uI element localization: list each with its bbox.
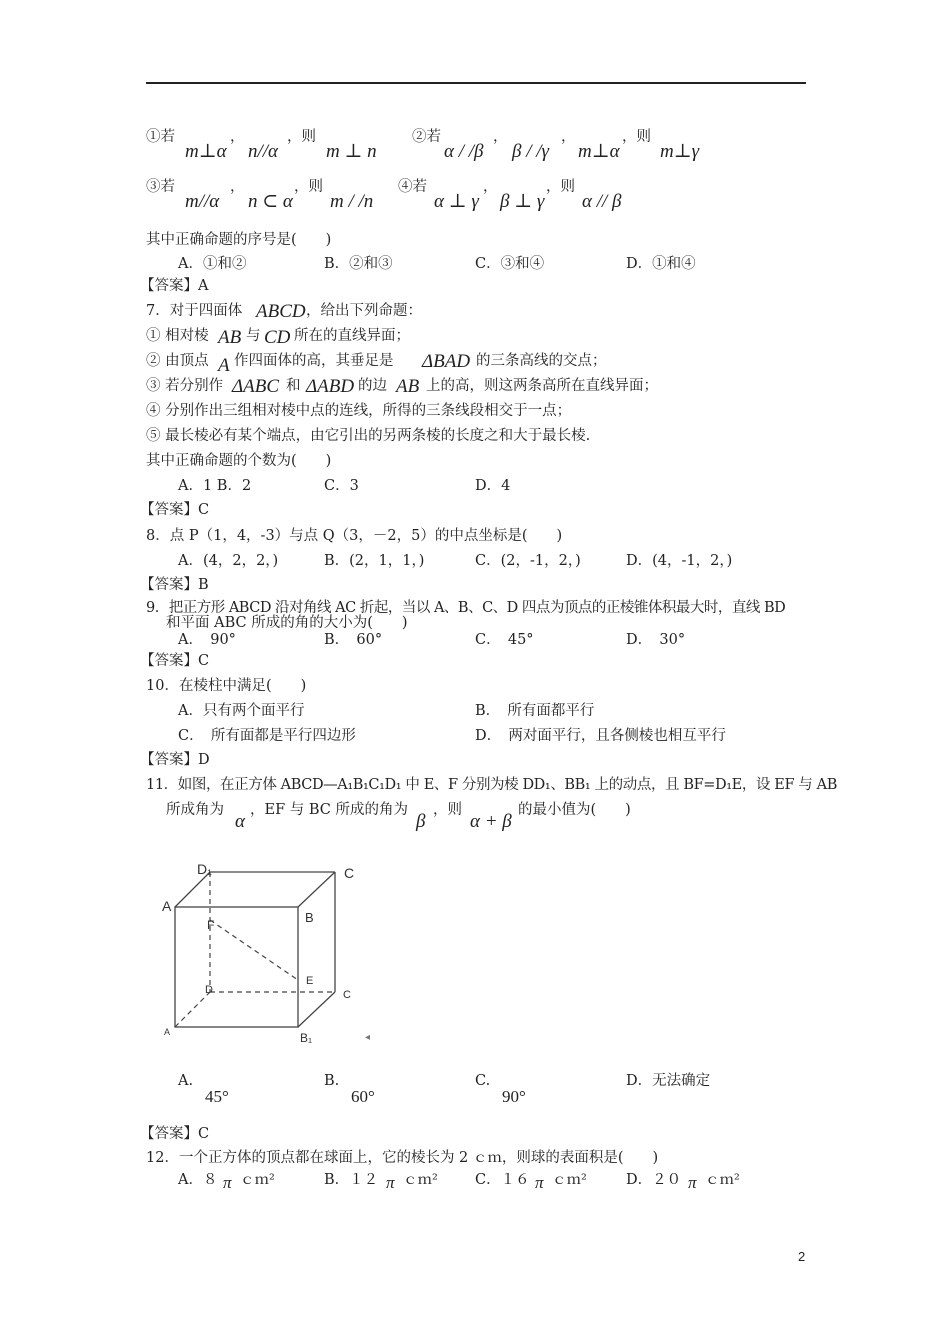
q7-answer: 【答案】C xyxy=(140,502,210,518)
q9-stem-line-1: 9．把正方形 ABCD 沿对角线 AC 折起，当以 A、B、C、D 四点为顶点的正棱锥体积最大时，直线 BD xyxy=(146,600,786,616)
q11-text-mid: ，EF 与 BC 所成的角为 xyxy=(250,802,408,818)
header-rule xyxy=(146,82,806,84)
s3-text-edge: 的边 xyxy=(358,378,387,394)
s3-math-abd: ΔABD xyxy=(306,376,355,397)
label-c: C xyxy=(344,865,355,881)
q10-option-d: D． 两对面平行，且各侧棱也相互平行 xyxy=(475,728,726,744)
segment-ef xyxy=(210,920,298,980)
q11-text-pre: 所成角为 xyxy=(166,802,224,818)
prop-4-math-a: α ⊥ γ xyxy=(434,191,479,212)
prop-1-label: ①若 xyxy=(146,129,175,145)
prop-2-label: ②若 xyxy=(412,129,441,145)
prop-4-math-c: α // β xyxy=(582,191,622,212)
label-c2: C xyxy=(343,989,351,1001)
q9-option-c: C． 45° xyxy=(475,632,534,648)
prop-1-math-b: n//α xyxy=(248,141,279,162)
prop-1-sep: ， xyxy=(230,129,245,145)
prop-1-math-a: m⊥α xyxy=(185,141,227,162)
q6-answer: 【答案】A xyxy=(140,278,209,294)
label-f: F xyxy=(207,918,215,932)
q9-option-d: D． 30° xyxy=(626,632,686,648)
q8-stem: 8．点 P（1，4，-3）与点 Q（3，－2，5）的中点坐标是( ) xyxy=(146,528,563,544)
q12-c-text: C．１６ xyxy=(475,1172,530,1188)
q12-a-pi: π xyxy=(223,1173,232,1192)
q11-stem-line-1: 11．如图，在正方体 ABCD—A₁B₁C₁D₁ 中 E、F 分别为棱 DD₁、BB₁ 上的动点，且 BF=D₁E，设 EF 与 AB xyxy=(146,777,837,793)
q6-option-d: D．①和④ xyxy=(626,256,696,272)
q11-option-a-label: A. xyxy=(178,1073,194,1089)
prop-2-math-c: m⊥α xyxy=(578,141,620,162)
q6-question: 其中正确命题的序号是( ) xyxy=(146,232,332,248)
q12-a-unit: ｃｍ² xyxy=(240,1172,275,1188)
prop-2-then: ，则 xyxy=(622,129,651,145)
paragraph-mark-icon: ◂ xyxy=(365,1032,371,1043)
page-number: 2 xyxy=(798,1249,806,1264)
label-d: D xyxy=(205,984,213,996)
label-d1: D₁ xyxy=(197,861,212,877)
q6-option-c: C．③和④ xyxy=(475,256,545,272)
prop-2-math-a: α / /β xyxy=(444,141,484,162)
prop-4-sep: ， xyxy=(483,179,498,195)
prop-3-math-c: m / /n xyxy=(330,191,374,212)
s1-text: ① 相对棱 xyxy=(146,328,209,344)
s3-text-and: 和 xyxy=(286,378,301,394)
q8-option-c: C．(2，-1，2，) xyxy=(475,553,581,569)
q8-answer: 【答案】B xyxy=(140,577,209,593)
q10-option-c: C． 所有面都是平行四边形 xyxy=(178,728,356,744)
q7-statement-5: ⑤ 最长棱必有某个端点，由它引出的另两条棱的长度之和大于最长棱. xyxy=(146,428,591,444)
cube-edge-b1-c2 xyxy=(298,992,335,1027)
label-e: E xyxy=(306,975,314,987)
q7-question: 其中正确命题的个数为( ) xyxy=(146,453,332,469)
prop-1-math-c: m ⊥ n xyxy=(326,141,377,162)
q12-b-text: B．１２ xyxy=(324,1172,379,1188)
q9-stem-line-2: 和平面 ABC 所成的角的大小为( ) xyxy=(166,615,408,631)
q12-b-unit: ｃｍ² xyxy=(403,1172,438,1188)
q10-answer: 【答案】D xyxy=(140,752,210,768)
q10-option-b: B． 所有面都平行 xyxy=(475,703,595,719)
prop-2-math-d: m⊥γ xyxy=(660,141,700,162)
prop-3-math-b: n ⊂ α xyxy=(248,191,293,212)
s1-text-mid: 与 xyxy=(246,328,261,344)
s3-text-post: 上的高，则这两条高所在直线异面； xyxy=(426,378,658,394)
q7-stem-pre: 7．对于四面体 xyxy=(146,303,243,319)
q6-option-b: B．②和③ xyxy=(324,256,393,272)
q11-option-a-value: 45° xyxy=(205,1087,229,1106)
s3-text: ③ 若分别作 xyxy=(146,378,224,394)
q7-stem-math: ABCD xyxy=(256,301,306,322)
prop-3-then: ，则 xyxy=(294,179,323,195)
q8-option-b: B．(2，1，1，) xyxy=(324,553,425,569)
q12-d-pi: π xyxy=(688,1173,697,1192)
q8-option-a: A．(4，2，2，) xyxy=(178,553,279,569)
prop-2-math-b: β / /γ xyxy=(512,141,550,162)
prop-4-then: ，则 xyxy=(546,179,575,195)
q12-c-pi: π xyxy=(535,1173,544,1192)
label-a2: A xyxy=(164,1027,171,1037)
q7-option-ab: A．1 B．2 xyxy=(178,478,252,494)
q11-option-b-label: B. xyxy=(324,1073,340,1089)
s2-math-bad: ΔBAD xyxy=(422,351,471,372)
q11-math-sum: α + β xyxy=(470,811,512,832)
prop-3-sep: ， xyxy=(230,179,245,195)
q12-b-pi: π xyxy=(386,1173,395,1192)
q11-text-then: ，则 xyxy=(433,802,462,818)
q6-option-a: A．①和② xyxy=(178,256,247,272)
s1-math-ab: AB xyxy=(218,327,242,348)
q11-option-c-value: 90° xyxy=(502,1087,526,1106)
s2-text: ② 由顶点 xyxy=(146,353,209,369)
s3-math-abc: ΔABC xyxy=(232,376,280,397)
s2-text-mid: 作四面体的高，其垂足是 xyxy=(234,353,394,369)
label-b1: B₁ xyxy=(300,1031,313,1045)
prop-4-label: ④若 xyxy=(398,179,427,195)
q7-option-c: C．3 xyxy=(324,478,359,494)
q12-d-text: D．２０ xyxy=(626,1172,682,1188)
q11-option-c-label: C. xyxy=(475,1073,491,1089)
q9-answer: 【答案】C xyxy=(140,653,210,669)
q11-answer: 【答案】C xyxy=(140,1126,210,1142)
q12-d-unit: ｃｍ² xyxy=(705,1172,740,1188)
q12-stem: 12．一个正方体的顶点都在球面上，它的棱长为 2 ｃｍ，则球的表面积是( ) xyxy=(146,1150,659,1166)
cube-figure xyxy=(150,852,380,1047)
prop-3-label: ③若 xyxy=(146,179,175,195)
prop-4-math-b: β ⊥ γ xyxy=(500,191,545,212)
q9-option-b: B． 60° xyxy=(324,632,383,648)
label-a: A xyxy=(162,898,172,914)
s2-text-post: 的三条高线的交点； xyxy=(476,353,607,369)
q8-option-d: D．(4，-1，2，) xyxy=(626,553,733,569)
q10-option-a: A．只有两个面平行 xyxy=(178,703,305,719)
cube-edge-a-d1 xyxy=(175,872,210,907)
q7-option-d: D．4 xyxy=(475,478,511,494)
q9-option-a: A． 90° xyxy=(178,632,236,648)
s3-math-ab: AB xyxy=(396,376,420,397)
q11-math-beta: β xyxy=(416,811,426,832)
prop-2-sep2: ， xyxy=(561,129,576,145)
prop-3-math-a: m//α xyxy=(185,191,220,212)
q11-option-b-value: 60° xyxy=(351,1087,375,1106)
q12-a-text: A．８ xyxy=(178,1172,218,1188)
s1-text-post: 所在的直线异面； xyxy=(294,328,410,344)
q12-c-unit: ｃｍ² xyxy=(552,1172,587,1188)
s2-math-a: A xyxy=(218,355,230,376)
q7-statement-4: ④ 分别作出三组相对棱中点的连线，所得的三条线段相交于一点； xyxy=(146,403,572,419)
cube-edge-b-c xyxy=(298,872,335,907)
prop-1-then: ，则 xyxy=(287,129,316,145)
s1-math-cd: CD xyxy=(264,327,291,348)
label-b: B xyxy=(305,910,314,925)
prop-2-sep: ， xyxy=(493,129,508,145)
q11-math-alpha: α xyxy=(235,811,245,832)
q11-option-d: D．无法确定 xyxy=(626,1073,711,1089)
q7-stem-post: ，给出下列命题： xyxy=(306,303,422,319)
q10-stem: 10．在棱柱中满足( ) xyxy=(146,678,307,694)
cube-hidden-edge-a2-d xyxy=(175,992,210,1027)
q11-text-post: 的最小值为( ) xyxy=(518,802,631,818)
